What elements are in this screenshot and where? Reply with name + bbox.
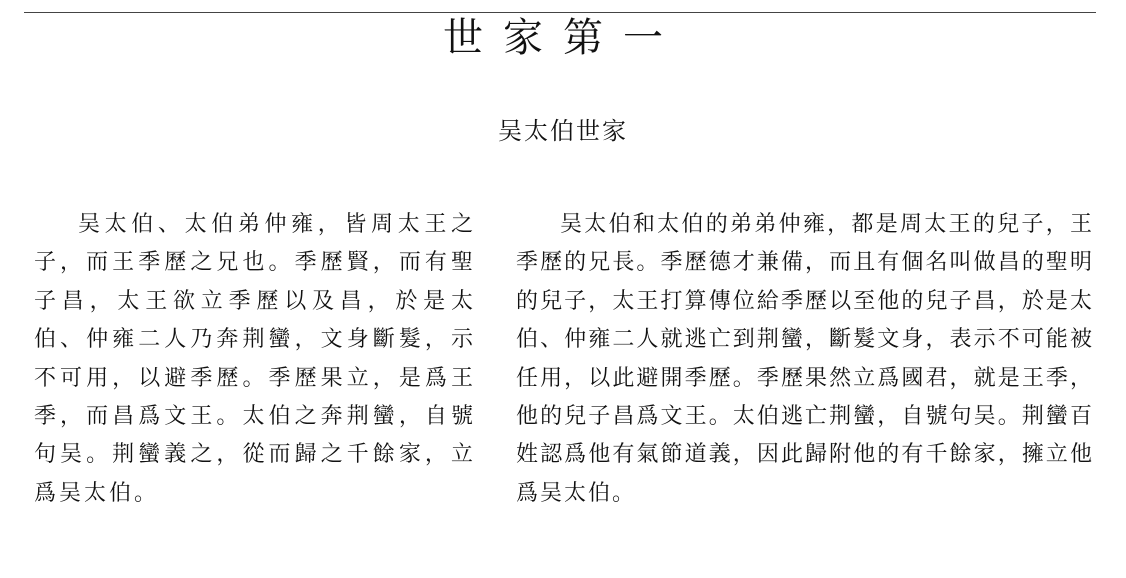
top-rule [24,12,1096,13]
chapter-title: 世家第一 [443,15,683,61]
original-paragraph: 吴太伯、太伯弟仲雍，皆周太王之子，而王季歷之兄也。季歷賢，而有聖子昌，太王欲立季歷以及昌，於是太伯、仲雍二人乃奔荆蠻，文身斷髮，示不可用，以避季歷。季歷果立，是爲王季，而昌爲文王。太伯之奔荆蠻，自號句吴。荆蠻義之，從而歸之千餘家，立爲吴太伯。 [34,212,476,506]
original-text-column [34,206,476,513]
section-title: 吴太伯世家 [498,117,628,145]
translation-column [516,206,1094,513]
translation-paragraph: 吴太伯和太伯的弟弟仲雍，都是周太王的兒子，王季歷的兄長。季歷德才兼備，而且有個名叫做昌的聖明的兒子，太王打算傳位給季歷以至他的兒子昌，於是太伯、仲雍二人就逃亡到荆蠻，斷髮文身，表示不可能被任用，以此避開季歷。季歷果然立爲國君，就是王季，他的兒子昌爲文王。太伯逃亡荆蠻，自號句吴。荆蠻百姓認爲他有氣節道義，因此歸附他的有千餘家，擁立他爲吴太伯。 [516,212,1094,506]
